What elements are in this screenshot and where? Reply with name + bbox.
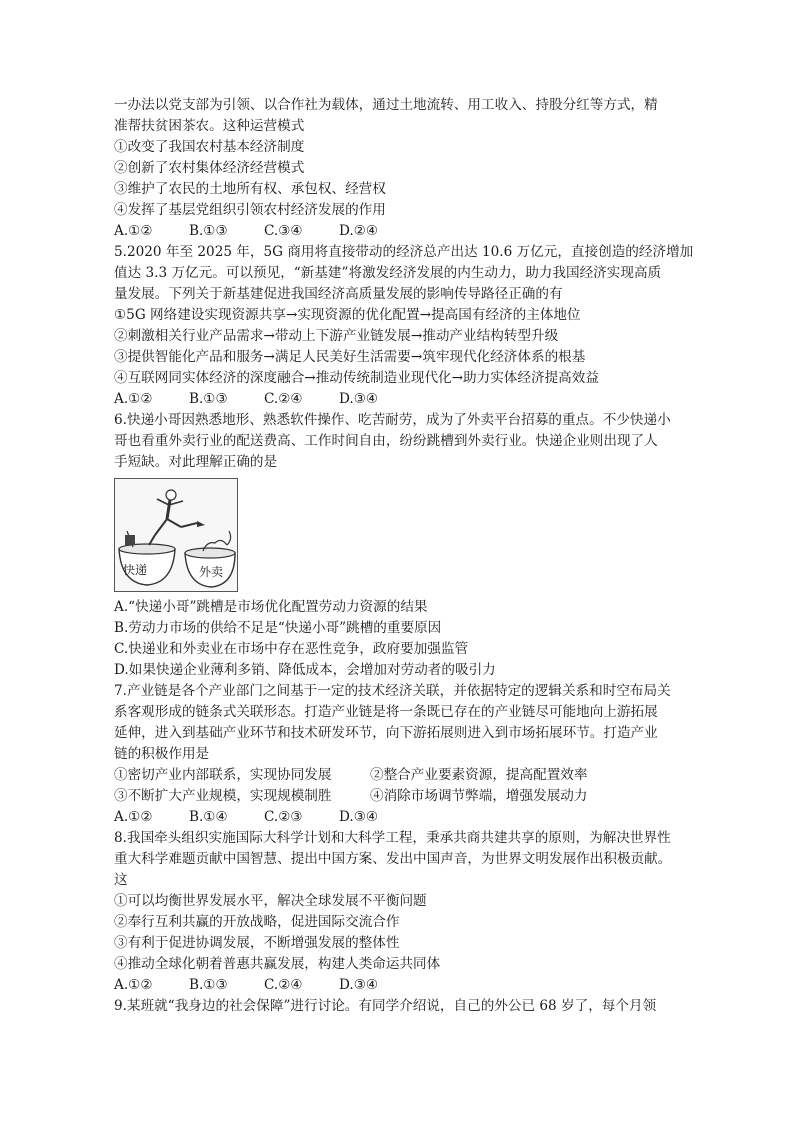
q6-option-d: D.如果快递企业薄利多销、降低成本，会增加对劳动者的吸引力 xyxy=(114,662,496,678)
q4-option-b: B.①③ xyxy=(189,223,228,239)
q7-stem-line-3: 延伸，进入到基础产业环节和技术研发环节，向下游拓展则进入到市场拓展环节。打造产业 xyxy=(114,725,658,741)
q8-stem-line-3: 这 xyxy=(114,872,128,888)
q6-stem-line-3: 手短缺。对此理解正确的是 xyxy=(114,454,278,470)
q8-item-3: ③有利于促进协调发展，不断增强发展的整体性 xyxy=(114,935,400,951)
q7-item-3: ③不断扩大产业规模，实现规模制胜 xyxy=(114,788,332,804)
q7-option-d: D.③④ xyxy=(339,809,379,825)
q9-stem-line-1: 9.某班就“我身边的社会保障”进行讨论。有同学介绍说，自己的外公已 68 岁了，每个月领 xyxy=(114,998,657,1014)
q5-option-d: D.③④ xyxy=(339,391,379,407)
q7-item-1: ①密切产业内部联系，实现协同发展 xyxy=(114,767,332,783)
q5-stem-line-2: 值达 3.3 万亿元。可以预见，“新基建”将激发经济发展的内生动力，助力我国经济实现高质 xyxy=(114,265,662,281)
q4-option-c: C.③④ xyxy=(264,223,303,239)
q8-option-a: A.①② xyxy=(114,977,153,993)
q7-stem-line-1: 7.产业链是各个产业部门之间基于一定的技术经济关联，并依据特定的逻辑关系和时空布局关 xyxy=(114,683,671,699)
courier-bowl-label: 快递 xyxy=(123,563,148,577)
q5-item-3: ③提供智能化产品和服务→满足人民美好生活需要→筑牢现代化经济体系的根基 xyxy=(114,349,586,365)
q6-stem-line-2: 哥也看重外卖行业的配送费高、工作时间自由，纷纷跳槽到外卖行业。快递企业则出现了人 xyxy=(114,433,658,449)
q8-item-4: ④推动全球化朝着普惠共赢发展，构建人类命运共同体 xyxy=(114,956,441,972)
q7-items-row-1 xyxy=(114,766,588,784)
q8-option-d: D.③④ xyxy=(339,977,379,993)
q7-option-b: B.①④ xyxy=(189,809,228,825)
courier-jump-cartoon xyxy=(114,478,238,592)
q5-option-a: A.①② xyxy=(114,391,153,407)
q5-item-4: ④互联网同实体经济的深度融合→推动传统制造业现代化→助力实体经济提高效益 xyxy=(114,370,599,386)
q5-stem-line-3: 量发展。下列关于新基建促进我国经济高质量发展的影响传导路径正确的有 xyxy=(114,286,563,302)
q4-item-3: ③维护了农民的土地所有权、承包权、经营权 xyxy=(114,181,386,197)
q8-options xyxy=(114,976,414,994)
q8-option-c: C.②④ xyxy=(264,977,303,993)
q7-stem-line-4: 链的积极作用是 xyxy=(114,746,210,762)
q7-item-4: ④消除市场调节弊端，增强发展动力 xyxy=(370,788,588,804)
q7-option-a: A.①② xyxy=(114,809,153,825)
q5-item-2: ②刺激相关行业产品需求→带动上下游产业链发展→推动产业结构转型升级 xyxy=(114,328,559,344)
q6-stem-line-1: 6.快递小哥因熟悉地形、熟悉软件操作、吃苦耐劳，成为了外卖平台招募的重点。不少快递小 xyxy=(114,412,671,428)
q7-item-2: ②整合产业要素资源，提高配置效率 xyxy=(370,767,588,783)
q7-items-row-2 xyxy=(114,787,588,805)
q6-option-a: A.“快递小哥”跳槽是市场优化配置劳动力资源的结果 xyxy=(114,599,428,615)
q8-option-b: B.①③ xyxy=(189,977,228,993)
q7-options xyxy=(114,808,414,826)
q5-options xyxy=(114,390,414,408)
q7-stem-line-2: 系客观形成的链条式关联形态。打造产业链是将一条既已存在的产业链尽可能地向上游拓展 xyxy=(114,704,658,720)
q4-option-d: D.②④ xyxy=(339,223,379,239)
q5-item-1: ①5G 网络建设实现资源共享→实现资源的优化配置→提高国有经济的主体地位 xyxy=(114,307,581,323)
q4-stem-line-2: 准帮扶贫困茶农。这种运营模式 xyxy=(114,118,305,134)
q8-stem-line-2: 重大科学难题贡献中国智慧、提出中国方案、发出中国声音，为世界文明发展作出积极贡献。 xyxy=(114,851,672,867)
q8-item-2: ②奉行互利共赢的开放战略，促进国际交流合作 xyxy=(114,914,400,930)
q5-option-b: B.①③ xyxy=(189,391,228,407)
q6-option-c: C.快递业和外卖业在市场中存在恶性竞争，政府要加强监管 xyxy=(114,641,469,657)
q4-options xyxy=(114,222,414,240)
q8-item-1: ①可以均衡世界发展水平，解决全球发展不平衡问题 xyxy=(114,893,427,909)
q4-item-1: ①改变了我国农村基本经济制度 xyxy=(114,139,305,155)
q5-option-c: C.②④ xyxy=(264,391,303,407)
q7-option-c: C.②③ xyxy=(264,809,303,825)
q4-option-a: A.①② xyxy=(114,223,153,239)
q4-stem-line-1: 一办法以党支部为引领、以合作社为载体，通过土地流转、用工收入、持股分红等方式，精 xyxy=(114,97,658,113)
q6-option-b: B.劳动力市场的供给不足是“快递小哥”跳槽的重要原因 xyxy=(114,620,442,636)
q8-stem-line-1: 8.我国牵头组织实施国际大科学计划和大科学工程，秉承共商共建共享的原则，为解决世界性 xyxy=(114,830,671,846)
q4-item-4: ④发挥了基层党组织引领农村经济发展的作用 xyxy=(114,202,386,218)
takeout-bowl-label: 外卖 xyxy=(199,565,224,579)
q4-item-2: ②创新了农村集体经济经营模式 xyxy=(114,160,305,176)
q5-stem-line-1: 5.2020 年至 2025 年，5G 商用将直接带动的经济总产出达 10.6 万亿元，直接创造的经济增加 xyxy=(114,244,694,260)
